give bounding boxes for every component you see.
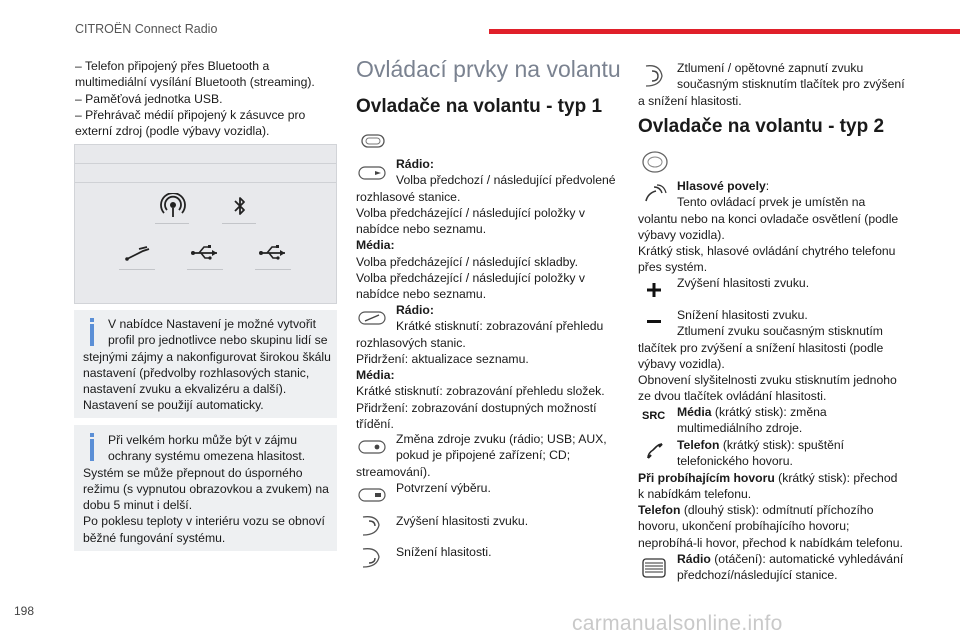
text-block (677, 551, 903, 584)
source-icons-figure (74, 144, 337, 304)
mute-control-icon (640, 62, 668, 90)
icon-underline (155, 223, 189, 224)
text-line: nabídce nebo seznamu. (356, 222, 487, 237)
steering-control-type1-icon (360, 131, 388, 151)
text-line: rozhlasových stanic. (356, 335, 466, 350)
text-line: tlačítek pro zvýšení a snížení hlasitosti (podle (638, 340, 884, 355)
phone-icon (645, 441, 665, 461)
bluetooth-icon (222, 193, 258, 221)
section-heading: Ovládací prvky na volantu (356, 56, 621, 82)
text-line: Volba předcházející / následující položky v (356, 271, 585, 286)
text-line: (krátký stisk): změna (711, 405, 827, 419)
minus-icon (647, 320, 661, 324)
text-line: třídění. (356, 417, 394, 432)
watermark: carmanualsonline.info (572, 612, 783, 635)
text-block (638, 211, 898, 276)
text-line: (dlouhý stisk): odmítnutí příchozího (680, 503, 874, 518)
info-icon (90, 324, 94, 346)
steering-control-type2-icon (640, 150, 670, 174)
text-block (638, 340, 897, 405)
label-radio: Rádio (677, 552, 711, 566)
text-line: Přidržení: zobrazování dostupných možností (356, 400, 597, 415)
label-media: Média: (356, 368, 395, 383)
label-radio: Rádio: (396, 157, 434, 171)
text-block (677, 404, 827, 437)
volume-up-control-icon (357, 513, 385, 539)
text-line: : (765, 179, 770, 193)
info-text (108, 316, 330, 349)
src-icon: SRC (642, 410, 666, 422)
text-line: neprobíhá-li hovor, přechod k nabídkám telefonu. (638, 535, 903, 550)
text-block (677, 178, 865, 211)
text-line: Volba předcházející / následující skladby. (356, 254, 578, 269)
list-item: multimediální vysílání Bluetooth (streaming). (75, 75, 315, 90)
page-number: 198 (14, 604, 35, 618)
text-line: Přidržení: aktualizace seznamu. (356, 351, 529, 366)
text-line: režimu (s vypnutou obrazovkou a zvukem) na (83, 481, 329, 496)
text-line: hovoru, ukončení probíhajícího hovoru; (638, 519, 850, 534)
text-line: profil pro jednotlivce nebo skupinu lidí se (108, 333, 328, 348)
text-line: rozhlasové stanice. (356, 189, 461, 204)
usb-icon (255, 239, 291, 267)
confirm-control-icon (357, 486, 389, 504)
icon-underline (187, 269, 223, 270)
aux-jack-icon (119, 239, 155, 267)
text-block (396, 156, 616, 189)
text-block (356, 189, 585, 303)
text-line: Krátké stisknutí: zobrazování přehledu (396, 319, 604, 334)
text-line: Zvýšení hlasitosti zvuku. (677, 276, 810, 290)
text-line: stejnými zájmy a nakonfigurovat širokou škálu (83, 349, 331, 364)
volume-down-control-icon (357, 545, 385, 571)
text-block (677, 437, 844, 470)
info-box-settings (74, 310, 337, 418)
text-line: Snížení hlasitosti zvuku. (677, 308, 808, 322)
text-line: Tento ovládací prvek je umístěn na (677, 195, 866, 210)
text-line: k nabídkám telefonu. (638, 486, 752, 501)
text-line: přes systém. (638, 260, 708, 275)
text-line: Systém se může přepnout do úsporného (83, 465, 303, 480)
usb-icon (187, 239, 223, 267)
text-line: Při velkém horku může být v zájmu (108, 433, 297, 447)
text-line: Nastavení se použijí automaticky. (83, 398, 264, 413)
text-line: pokud je připojené zařízení; CD; (396, 448, 571, 463)
subheading-type2: Ovladače na volantu - typ 2 (638, 116, 885, 137)
text-line: současným stisknutím tlačítek pro zvýšení (677, 77, 905, 92)
text-line: Krátké stisknutí: zobrazování přehledu složek. (356, 384, 605, 399)
info-text (83, 349, 333, 414)
list-item: – Přehrávač médií připojený k zásuvce pro (75, 107, 306, 122)
text-line: volantu nebo na konci ovladače osvětlení (podle (638, 211, 899, 226)
text-line: (krátký stisk): spuštění (719, 438, 845, 452)
text-line: Ztlumení / opětovné zapnutí zvuku (677, 61, 864, 75)
text-line: (krátký stisk): přechod (774, 470, 898, 485)
text-line: Obnovení slyšitelnosti zvuku stisknutím jednoho (638, 373, 897, 388)
text-line: Změna zdroje zvuku (rádio; USB; AUX, (396, 432, 607, 446)
text-line: Volba předchozí / následující předvolené (396, 173, 616, 188)
text-line: telefonického hovoru. (677, 454, 793, 469)
text-line: výbavy vozidla). (638, 227, 725, 242)
label-call: Při probíhajícím hovoru (638, 470, 775, 485)
info-text (108, 432, 330, 465)
text-line: ze dvou tlačítek ovládání hlasitosti. (638, 389, 827, 404)
radio-control-icon (357, 164, 389, 182)
figure-divider (75, 182, 336, 183)
running-header: CITROËN Connect Radio (75, 22, 218, 36)
icon-underline (222, 223, 256, 224)
text-line: Volba předcházející / následující položky v (356, 205, 585, 220)
text-line: (otáčení): automatické vyhledávání (710, 552, 904, 566)
radio-list-control-icon (357, 309, 389, 327)
label-media: Média: (356, 238, 395, 253)
text-line: dobu 5 minut i delší. (83, 498, 193, 513)
text-line: nabídce nebo seznamu. (356, 287, 487, 302)
radio-signal-icon (155, 193, 191, 221)
info-box-heat (74, 425, 337, 551)
icon-underline (119, 269, 155, 270)
info-text (83, 465, 333, 546)
figure-divider (75, 163, 336, 164)
list-item: – Paměťová jednotka USB. (75, 91, 223, 106)
subheading-type1: Ovladače na volantu - typ 1 (356, 96, 603, 117)
text-line: Potvrzení výběru. (396, 481, 491, 495)
text-line: Krátký stisk, hlasové ovládání chytrého telefonu (638, 244, 896, 259)
text-block (638, 470, 903, 551)
text-line: Snížení hlasitosti. (396, 545, 492, 559)
text-block (396, 302, 603, 335)
label-phone: Telefon (677, 438, 720, 452)
text-line: a snížení hlasitosti. (638, 93, 742, 108)
text-block (356, 335, 605, 433)
text-line: streamování). (356, 464, 431, 479)
source-control-icon (357, 438, 389, 456)
label-media: Média (677, 405, 712, 419)
intro-list (75, 58, 315, 139)
plus-icon (647, 283, 661, 297)
header-accent-bar (489, 29, 960, 34)
label-phone: Telefon (638, 503, 681, 518)
text-line: nastavení zvuku a ekvalizéru a další). (83, 382, 287, 397)
text-line: V nabídce Nastavení je možné vytvořit (108, 317, 316, 331)
scroll-wheel-icon (642, 558, 666, 578)
text-block (396, 431, 607, 464)
text-line: Po poklesu teploty v interiéru vozu se obnoví (83, 514, 325, 529)
list-item: externí zdroj (podle výbavy vozidla). (75, 124, 270, 139)
text-line: ochrany systému omezena hlasitost. (108, 449, 306, 464)
info-icon (90, 439, 94, 461)
voice-command-icon (642, 183, 668, 205)
text-block (677, 307, 883, 340)
text-line: výbavy vozidla). (638, 356, 725, 371)
icon-underline (255, 269, 291, 270)
label-voice: Hlasové povely (677, 179, 766, 193)
text-block (677, 60, 905, 93)
label-radio: Rádio: (396, 303, 434, 317)
text-line: běžné fungování systému. (83, 530, 226, 545)
text-line: multimediálního zdroje. (677, 421, 803, 436)
text-line: Zvýšení hlasitosti zvuku. (396, 514, 529, 528)
text-line: nastavení (předvolby rozhlasových stanic, (83, 365, 310, 380)
text-line: Ztlumení zvuku současným stisknutím (677, 324, 883, 339)
text-line: předchozí/následující stanice. (677, 568, 838, 583)
list-item: – Telefon připojený přes Bluetooth a (75, 59, 270, 73)
